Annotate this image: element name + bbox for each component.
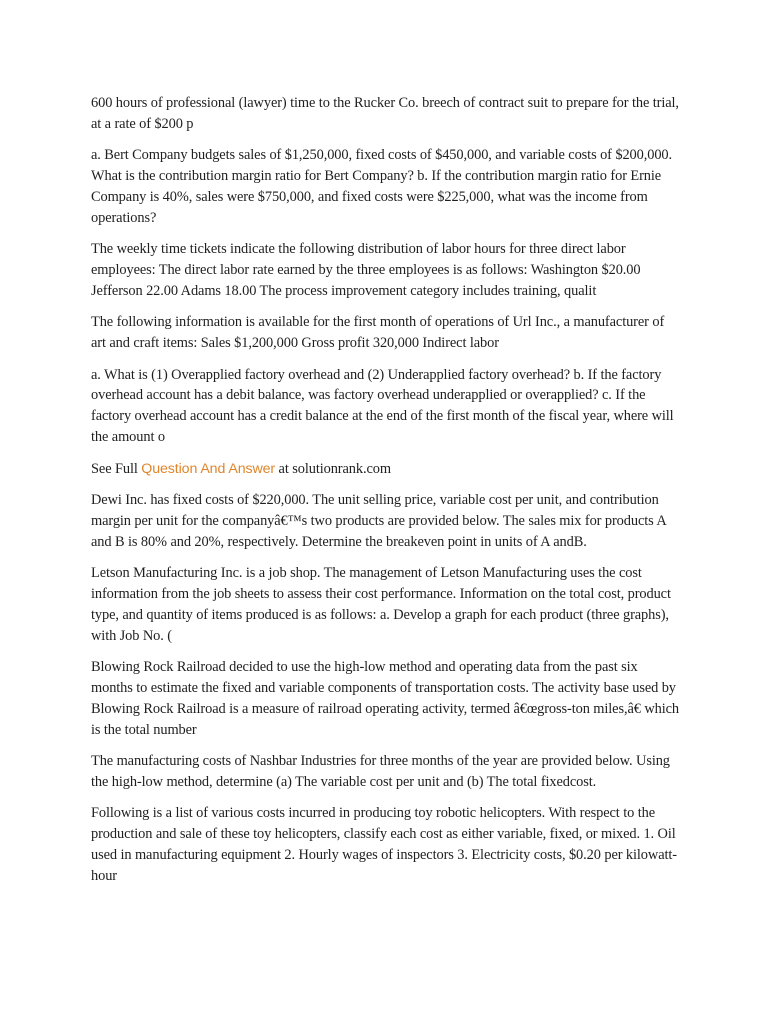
question-and-answer-link[interactable]: Question And Answer bbox=[141, 460, 276, 477]
paragraph-url-inc: The following information is available for the first month of operations of Url Inc., a manufacturer of art and craft items: Sales $1,200,000 Gross profit 320,000 Indirect labor bbox=[91, 314, 665, 352]
paragraph-robotic-helicopters: Following is a list of various costs incurred in producing toy robotic helicopters. With respect to the production and sale of these toy helicopters, classify each cost as either variable, fixed, or mixed. 1. Oil used in manufacturing equipment 2. Hourly wages of inspectors 3. Electricity costs, $0.20 per kilowatt-hour bbox=[91, 805, 677, 884]
see-full-suffix: at solutionrank.com bbox=[275, 460, 391, 477]
see-full-line bbox=[91, 459, 681, 480]
paragraph-time-tickets: The weekly time tickets indicate the following distribution of labor hours for three direct labor employees: The direct labor rate earned by the three employees is as follows: Washington $20.00 Jefferson 22.00 Adams 18.00 The process improvement category includes training, qualit bbox=[91, 241, 641, 300]
paragraph-letson-manufacturing: Letson Manufacturing Inc. is a job shop. The management of Letson Manufacturing uses the cost information from the job sheets to assess their cost performance. Information on the total cost, product type, and quantity of items produced is as follows: a. Develop a graph for each product (three graphs), with Job No. ( bbox=[91, 564, 671, 644]
see-full-prefix: See Full bbox=[91, 460, 142, 477]
document-page bbox=[91, 93, 681, 897]
paragraph-dewi-inc: Dewi Inc. has fixed costs of $220,000. The unit selling price, variable cost per unit, and contribution margin per unit for the companyâ€™s two products are provided below. The sales mix for products A and B is 80% and 20%, respectively. Determine the breakeven point in units of A andB. bbox=[91, 491, 666, 550]
paragraph-lawyer-time: 600 hours of professional (lawyer) time to the Rucker Co. breech of contract suit to prepare for the trial, at a rate of $200 p bbox=[91, 95, 679, 132]
paragraph-factory-overhead: a. What is (1) Overapplied factory overhead and (2) Underapplied factory overhead? b. If the factory overhead account has a debit balance, was factory overhead underapplied or overapplied? c. If the factory overhead account has a credit balance at the end of the first month of the fiscal year, where will the amount o bbox=[91, 366, 674, 446]
paragraph-nashbar-industries: The manufacturing costs of Nashbar Industries for three months of the year are provided below. Using the high-low method, determine (a) The variable cost per unit and (b) The total fixedcost. bbox=[91, 752, 670, 790]
paragraph-bert-company: a. Bert Company budgets sales of $1,250,000, fixed costs of $450,000, and variable costs of $200,000. What is the contribution margin ratio for Bert Company? b. If the contribution margin ratio for Ernie Company is 40%, sales were $750,000, and fixed costs were $225,000, what was the income from operations? bbox=[91, 147, 673, 226]
paragraph-blowing-rock-railroad: Blowing Rock Railroad decided to use the high-low method and operating data from the past six months to estimate the fixed and variable components of transportation costs. The activity base used by Blowing Rock Railroad is a measure of railroad operating activity, termed â€œgross-ton miles,â€ which is the total number bbox=[91, 658, 680, 738]
